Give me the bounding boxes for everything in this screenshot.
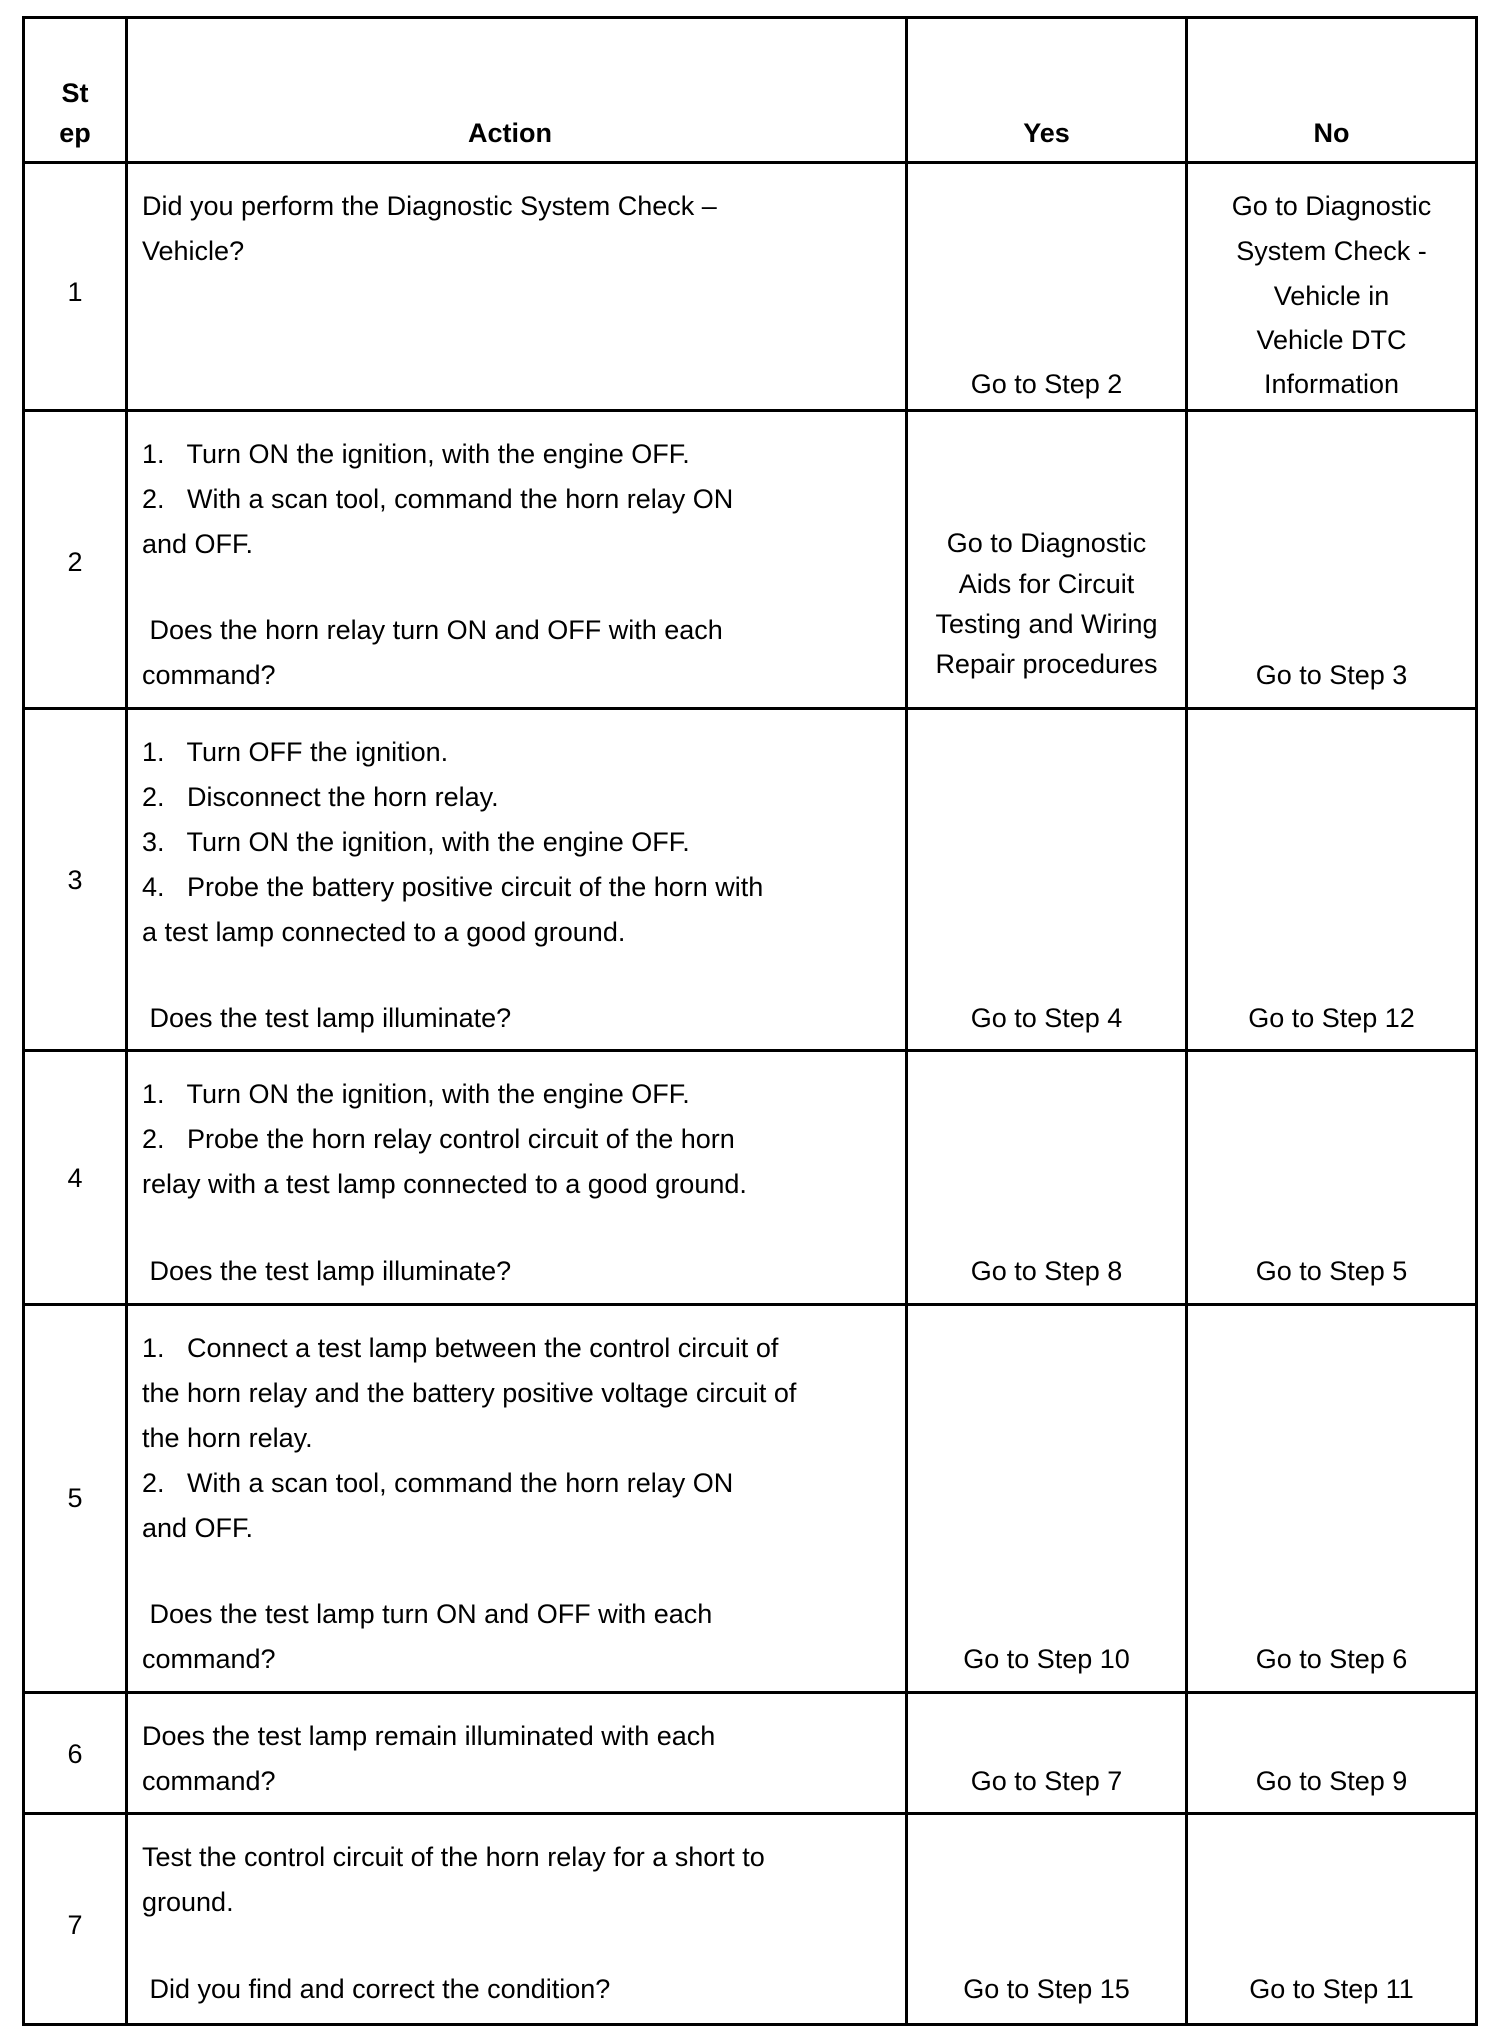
action-line: 2. Probe the horn relay control circuit of the horn bbox=[142, 1124, 735, 1154]
no-cell bbox=[1188, 1052, 1475, 1303]
step-cell bbox=[25, 164, 128, 409]
table-row bbox=[22, 707, 1478, 1049]
action-cell bbox=[128, 164, 908, 409]
action-line: Does the test lamp turn ON and OFF with each bbox=[142, 1599, 713, 1629]
action-line: 2. With a scan tool, command the horn relay ON bbox=[142, 1468, 734, 1498]
yes-line: Testing and Wiring bbox=[935, 609, 1158, 639]
header-no: No bbox=[1313, 118, 1350, 148]
yes-cell bbox=[908, 1306, 1188, 1691]
yes-cell bbox=[908, 1815, 1188, 2023]
yes-line: Go to Diagnostic bbox=[946, 528, 1147, 558]
action-line: 1. Turn OFF the ignition. bbox=[142, 737, 449, 767]
no-cell bbox=[1188, 710, 1475, 1049]
step-cell bbox=[25, 412, 128, 707]
header-action: Action bbox=[468, 118, 552, 148]
action-line: Did you find and correct the condition? bbox=[142, 1974, 611, 2004]
step-number: 1 bbox=[67, 277, 83, 307]
yes-cell bbox=[908, 1694, 1188, 1812]
yes-line: Aids for Circuit bbox=[958, 569, 1135, 599]
step-number: 7 bbox=[67, 1910, 83, 1940]
header-step-line1: St bbox=[61, 78, 89, 108]
action-line: Does the horn relay turn ON and OFF with each bbox=[142, 615, 723, 645]
action-line: 1. Connect a test lamp between the control circuit of bbox=[142, 1333, 779, 1363]
action-line: relay with a test lamp connected to a good ground. bbox=[142, 1169, 747, 1199]
yes-line: Go to Step 2 bbox=[970, 369, 1123, 399]
no-cell bbox=[1188, 1694, 1475, 1812]
action-cell bbox=[128, 1815, 908, 2023]
action-line: 2. With a scan tool, command the horn relay ON bbox=[142, 484, 734, 514]
no-line: Vehicle in bbox=[1273, 281, 1390, 311]
action-line: Vehicle? bbox=[142, 236, 245, 266]
action-line: the horn relay. bbox=[142, 1423, 313, 1453]
yes-line: Go to Step 15 bbox=[963, 1974, 1130, 2004]
action-line: the horn relay and the battery positive voltage circuit of bbox=[142, 1378, 797, 1408]
action-line: command? bbox=[142, 660, 276, 690]
yes-line: Repair procedures bbox=[935, 649, 1158, 679]
table-row bbox=[22, 1691, 1478, 1812]
action-line: ground. bbox=[142, 1887, 234, 1917]
action-line: Does the test lamp illuminate? bbox=[142, 1003, 512, 1033]
no-line: Go to Diagnostic bbox=[1231, 191, 1432, 221]
no-cell bbox=[1188, 412, 1475, 707]
header-yes: Yes bbox=[1023, 118, 1070, 148]
action-cell bbox=[128, 1052, 908, 1303]
no-cell bbox=[1188, 1306, 1475, 1691]
table-row bbox=[22, 1303, 1478, 1691]
action-cell bbox=[128, 1694, 908, 1812]
yes-line: Go to Step 10 bbox=[963, 1644, 1130, 1674]
step-number: 5 bbox=[67, 1483, 83, 1513]
yes-line: Go to Step 7 bbox=[970, 1766, 1123, 1796]
header-step-line2: ep bbox=[59, 118, 91, 148]
action-line: command? bbox=[142, 1644, 276, 1674]
action-line: Does the test lamp remain illuminated with each bbox=[142, 1721, 716, 1751]
header-action-cell bbox=[128, 19, 908, 161]
step-number: 4 bbox=[67, 1163, 83, 1193]
no-line: Vehicle DTC bbox=[1256, 325, 1407, 355]
no-line: Go to Step 9 bbox=[1255, 1766, 1408, 1796]
action-line: 2. Disconnect the horn relay. bbox=[142, 782, 499, 812]
action-line: a test lamp connected to a good ground. bbox=[142, 917, 626, 947]
action-cell bbox=[128, 412, 908, 707]
no-line: Go to Step 6 bbox=[1255, 1644, 1408, 1674]
table-row bbox=[22, 1049, 1478, 1303]
step-cell bbox=[25, 1815, 128, 2023]
action-line: command? bbox=[142, 1766, 276, 1796]
step-number: 6 bbox=[67, 1739, 83, 1769]
action-cell bbox=[128, 710, 908, 1049]
action-line: Did you perform the Diagnostic System Check – bbox=[142, 191, 717, 221]
step-cell bbox=[25, 1306, 128, 1691]
step-number: 2 bbox=[67, 547, 83, 577]
action-line: Does the test lamp illuminate? bbox=[142, 1256, 512, 1286]
no-cell bbox=[1188, 1815, 1475, 2023]
no-line: Go to Step 5 bbox=[1255, 1256, 1408, 1286]
header-no-cell bbox=[1188, 19, 1475, 161]
action-line: 1. Turn ON the ignition, with the engine OFF. bbox=[142, 1079, 690, 1109]
action-cell bbox=[128, 1306, 908, 1691]
header-step-cell bbox=[25, 19, 128, 161]
no-line: Information bbox=[1263, 369, 1400, 399]
step-cell bbox=[25, 710, 128, 1049]
yes-cell bbox=[908, 710, 1188, 1049]
no-line: System Check - bbox=[1236, 236, 1427, 266]
step-cell bbox=[25, 1694, 128, 1812]
step-number: 3 bbox=[67, 865, 83, 895]
action-line: 1. Turn ON the ignition, with the engine OFF. bbox=[142, 439, 690, 469]
table-header-row bbox=[22, 16, 1478, 161]
yes-cell bbox=[908, 164, 1188, 409]
table-row bbox=[22, 409, 1478, 707]
action-line: and OFF. bbox=[142, 529, 254, 559]
no-line: Go to Step 3 bbox=[1255, 660, 1408, 690]
no-line: Go to Step 11 bbox=[1249, 1974, 1414, 2004]
no-line: Go to Step 12 bbox=[1248, 1003, 1415, 1033]
table-row bbox=[22, 161, 1478, 409]
header-yes-cell bbox=[908, 19, 1188, 161]
step-cell bbox=[25, 1052, 128, 1303]
yes-line: Go to Step 8 bbox=[970, 1256, 1123, 1286]
yes-line: Go to Step 4 bbox=[970, 1003, 1123, 1033]
action-line: 3. Turn ON the ignition, with the engine OFF. bbox=[142, 827, 690, 857]
action-line: and OFF. bbox=[142, 1513, 254, 1543]
yes-cell bbox=[908, 412, 1188, 707]
no-cell bbox=[1188, 164, 1475, 409]
action-line: 4. Probe the battery positive circuit of the horn with bbox=[142, 872, 764, 902]
action-line: Test the control circuit of the horn relay for a short to bbox=[142, 1842, 765, 1872]
yes-cell bbox=[908, 1052, 1188, 1303]
table-row bbox=[22, 1812, 1478, 2026]
